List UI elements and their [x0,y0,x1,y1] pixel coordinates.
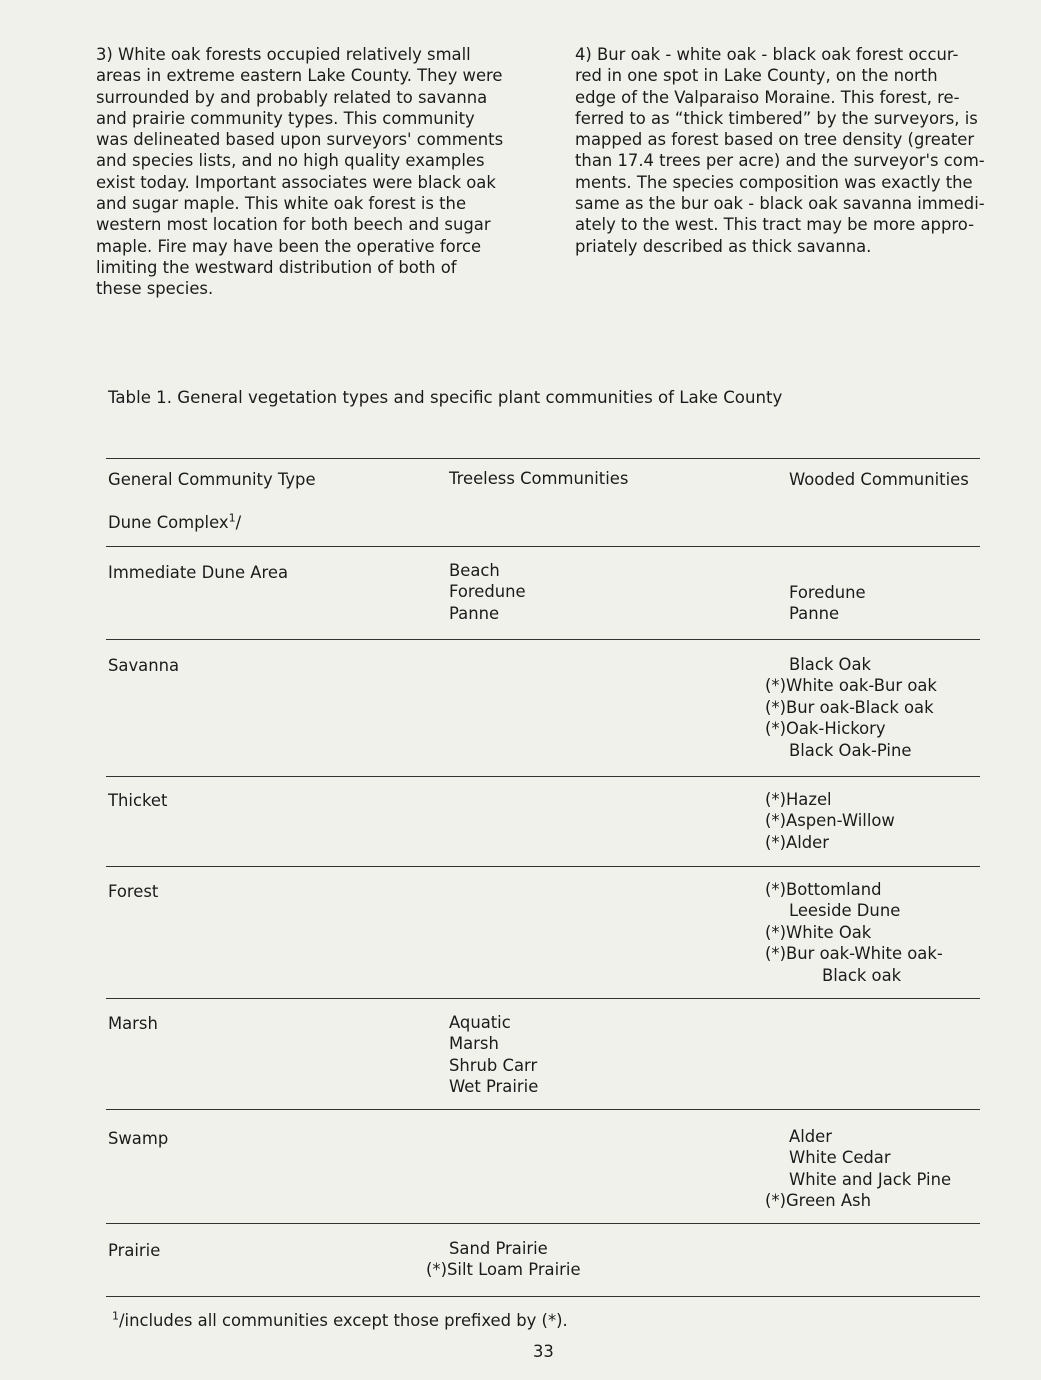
community-item: Alder [789,1127,832,1146]
community-item: (*)Bottomland [765,880,882,899]
header-general-community-type: General Community Type [108,470,316,489]
text-line: 4) Bur oak - white oak - black oak forest occur- [575,45,959,64]
table-rule [106,1296,980,1297]
text-line: was delineated based upon surveyors' comments [96,130,504,150]
treeless-list-prairie [426,1238,581,1281]
wooded-list-savanna [765,654,937,761]
text-line: and sugar maple. This white oak forest is the [96,194,467,214]
community-item: (*)White oak-Bur oak [765,676,937,696]
dune-complex-text: Dune Complex [108,513,229,532]
text-line: edge of the Valparaiso Moraine. This forest, re- [575,87,960,107]
community-item: Panne [789,604,840,624]
community-item: Sand Prairie [449,1239,548,1258]
text-line: and prairie community types. This community [96,108,475,128]
text-line: these species. [96,279,214,299]
table-rule [106,1109,980,1110]
text-line: same as the bur oak - black oak savanna immedi- [575,194,985,214]
left-column-text [96,44,514,300]
wooded-list-thicket [765,789,895,853]
text-line: limiting the westward distribution of both of [96,257,457,277]
table-rule [106,776,980,777]
right-column-text [575,44,991,257]
text-line: ately to the west. This tract may be more appro- [575,215,974,235]
text-line: exist today. Important associates were black oak [96,172,496,192]
row-type-thicket: Thicket [108,791,168,810]
wooded-list-immediate-dune-area [789,582,866,625]
table-rule [106,546,980,547]
community-item: Black Oak-Pine [789,740,912,760]
wooded-list-forest [765,879,943,986]
community-item: Foredune [449,582,526,602]
row-type-marsh: Marsh [108,1014,158,1033]
treeless-list-immediate-dune-area [449,560,526,624]
wooded-list-swamp [765,1126,951,1212]
table-rule [106,458,980,459]
community-item: Aquatic [449,1013,511,1032]
community-item: Panne [449,603,500,623]
text-line: surrounded by and probably related to savanna [96,87,488,107]
treeless-list-marsh [449,1012,538,1098]
community-item: (*)Bur oak-Black oak [765,697,934,717]
text-line: 3) White oak forests occupied relatively small [96,45,471,64]
text-line: priately described as thick savanna. [575,236,872,256]
community-item: (*)Oak-Hickory [765,719,886,739]
community-item: (*)Alder [765,832,829,852]
row-type-swamp: Swamp [108,1129,169,1148]
row-type-savanna: Savanna [108,656,180,675]
footnote-marker: 1 [228,511,236,525]
community-item: Wet Prairie [449,1077,539,1097]
header-wooded-communities: Wooded Communities [789,470,969,489]
row-type-immediate-dune-area: Immediate Dune Area [108,563,288,582]
row-type-forest: Forest [108,882,159,901]
table-rule [106,866,980,867]
community-item: Black Oak [789,655,871,674]
community-item: Leeside Dune [789,901,901,921]
community-item: Shrub Carr [449,1055,538,1075]
community-item: Marsh [449,1034,499,1054]
header-treeless-communities: Treeless Communities [449,469,629,488]
community-item: (*)Hazel [765,790,832,809]
text-line: western most location for both beech and sugar [96,215,491,235]
community-item: (*)Green Ash [765,1191,871,1211]
footnote-slash: / [235,513,242,532]
text-line: and species lists, and no high quality examples [96,151,485,171]
community-item: (*)White Oak [765,922,872,942]
table-rule [106,639,980,640]
community-item: (*)Silt Loam Prairie [426,1260,581,1280]
footnote [112,1310,568,1332]
community-item: White Cedar [789,1148,891,1168]
community-item: Beach [449,561,500,580]
text-line: maple. Fire may have been the operative force [96,236,482,256]
dune-complex-label [108,512,241,533]
table-rule [106,1223,980,1224]
community-item: (*)Bur oak-White oak- [765,944,943,964]
text-line: red in one spot in Lake County, on the north [575,66,938,86]
page-number: 33 [533,1342,554,1361]
community-item: White and Jack Pine [789,1169,952,1189]
community-item: Black oak [822,965,902,985]
community-item: Foredune [789,583,866,602]
text-line: ments. The species composition was exactly the [575,172,973,192]
text-line: areas in extreme eastern Lake County. They were [96,66,503,86]
row-type-prairie: Prairie [108,1241,161,1260]
text-line: mapped as forest based on tree density (greater [575,130,975,150]
community-item: (*)Aspen-Willow [765,811,895,831]
footnote-marker: 1 [112,1309,119,1323]
footnote-text: /includes all communities except those prefixed by (*). [119,1311,568,1330]
text-line: ferred to as “thick timbered” by the surveyors, is [575,108,978,128]
table-rule [106,998,980,999]
text-line: than 17.4 trees per acre) and the surveyor's com- [575,151,985,171]
table-caption: Table 1. General vegetation types and specific plant communities of Lake County [108,388,783,407]
